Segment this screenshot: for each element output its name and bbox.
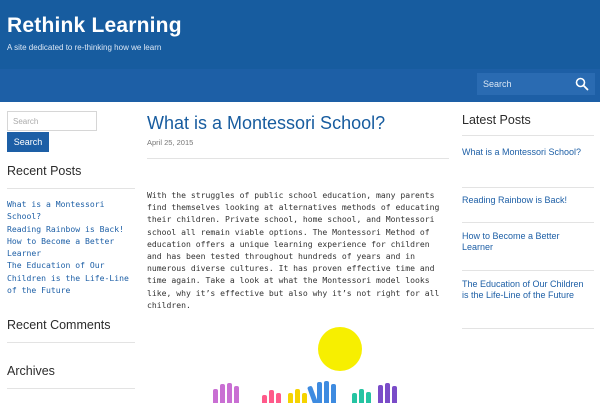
post-date[interactable]: April 25, 2015 (147, 138, 194, 147)
sun-shape (318, 327, 362, 371)
divider (462, 222, 594, 223)
hands-sun-illustration (147, 323, 449, 403)
header-search-input[interactable] (477, 73, 565, 95)
divider (462, 135, 594, 136)
list-item (462, 231, 590, 253)
hand-shape (378, 383, 397, 403)
latest-post-link[interactable]: What is a Montessori School? (462, 147, 582, 157)
site-description: A site dedicated to re-thinking how we learn (7, 43, 162, 52)
divider (7, 188, 135, 189)
recent-posts-list (7, 198, 135, 296)
list-item (7, 259, 135, 296)
site-header (0, 0, 600, 102)
divider (7, 388, 135, 389)
recent-post-link[interactable]: The Education of Our Children is the Life-Line of the Future (7, 260, 129, 296)
latest-post-link[interactable]: How to Become a Better Learner (462, 231, 560, 252)
recent-posts-title: Recent Posts (7, 164, 82, 178)
divider (462, 328, 594, 329)
header-search (477, 73, 595, 95)
recent-post-link[interactable]: Reading Rainbow is Back! (7, 223, 124, 234)
latest-post-link[interactable]: Reading Rainbow is Back! (462, 195, 568, 205)
list-item (7, 223, 135, 235)
search-icon[interactable] (575, 77, 589, 91)
sidebar-search-input[interactable] (7, 111, 97, 131)
latest-post-link[interactable]: The Education of Our Children is the Life-Line of the Future (462, 279, 584, 300)
divider (462, 187, 594, 188)
list-item (462, 279, 590, 301)
sidebar-search-button[interactable]: Search (7, 132, 49, 152)
divider (7, 342, 135, 343)
list-item (462, 195, 590, 206)
list-item (7, 235, 135, 260)
list-item (7, 198, 135, 223)
recent-comments-title: Recent Comments (7, 318, 111, 332)
post-body: With the struggles of public school education, many parents find themselves looking at alternatives methods of educating their children. Private school, home school, and Montessori school all remain viable options. The Montessori Method of education offers a unique learning experience for children and has been tested throughout hundreds of years and in numerous diverse cultures. It has proven effective time and time again. Take a look at what the Montessori model looks like, why it’s effective but also why it’s not right for all children. (147, 190, 440, 310)
archives-title: Archives (7, 364, 55, 378)
hand-shape (262, 390, 281, 403)
post-title[interactable]: What is a Montessori School? (147, 113, 386, 133)
recent-post-link[interactable]: How to Become a Better Learner (7, 235, 115, 259)
divider (462, 270, 594, 271)
latest-posts-title: Latest Posts (462, 113, 531, 127)
recent-post-link[interactable]: What is a Montessori School? (7, 199, 105, 222)
divider (147, 158, 449, 159)
hand-shape (352, 389, 371, 403)
site-title[interactable]: Rethink Learning (7, 14, 182, 37)
hand-shape (288, 389, 307, 403)
list-item (462, 147, 590, 158)
hand-shape (213, 383, 239, 403)
